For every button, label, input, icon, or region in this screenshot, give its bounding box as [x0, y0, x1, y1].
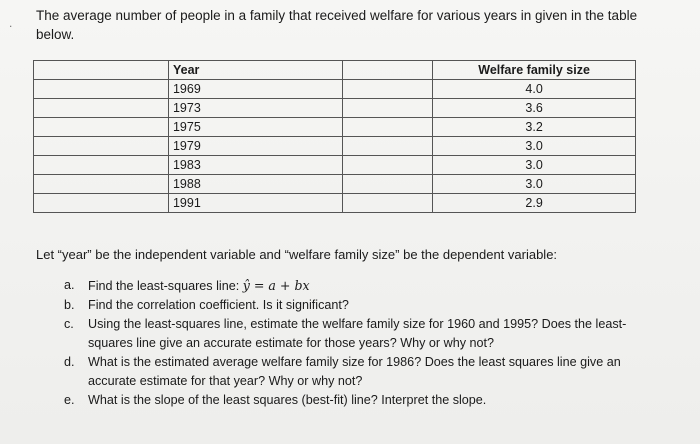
- header-year: Year: [168, 61, 342, 80]
- year-cell: 1983: [168, 156, 342, 175]
- question-prompt: Let “year” be the independent variable and “welfare family size” be the dependent variable:: [36, 247, 558, 262]
- table-cell-blank: [342, 61, 432, 80]
- year-cell: 1988: [168, 175, 342, 194]
- year-cell: 1979: [168, 137, 342, 156]
- year-cell: 1975: [168, 118, 342, 137]
- list-item-a: [60, 276, 640, 296]
- table-cell-blank: [342, 118, 432, 137]
- item-text: Find the least-squares line:: [88, 279, 243, 293]
- list-item-b: [60, 296, 640, 315]
- intro-text: The average number of people in a family that received welfare for various years in given in the table below.: [36, 8, 638, 42]
- size-cell: 3.0: [433, 156, 636, 175]
- table-cell-blank: [342, 175, 432, 194]
- item-marker: a.: [64, 278, 75, 292]
- welfare-table: [33, 60, 636, 213]
- item-text: Find the correlation coefficient. Is it significant?: [88, 298, 349, 312]
- size-cell: 3.0: [433, 137, 636, 156]
- list-item-c: [60, 315, 640, 353]
- list-item-e: [60, 391, 640, 410]
- item-marker: d.: [64, 355, 75, 369]
- stray-dot: .: [9, 16, 13, 30]
- table-cell-blank: [342, 137, 432, 156]
- table-cell-blank: [34, 99, 169, 118]
- size-cell: 2.9: [433, 194, 636, 213]
- item-text: What is the estimated average welfare family size for 1986? Does the least squares line give an accurate estimate for that year? Why or why not?: [88, 355, 621, 388]
- table-cell-blank: [34, 61, 169, 80]
- year-cell: 1969: [168, 80, 342, 99]
- table-cell-blank: [342, 194, 432, 213]
- table-row: [34, 137, 636, 156]
- table-row: [34, 99, 636, 118]
- item-marker: c.: [64, 317, 74, 331]
- list-item-d: [60, 353, 640, 391]
- size-cell: 3.2: [433, 118, 636, 137]
- table-cell-blank: [34, 156, 169, 175]
- item-marker: e.: [64, 393, 75, 407]
- item-text: What is the slope of the least squares (best-fit) line? Interpret the slope.: [88, 393, 487, 407]
- table-row: [34, 156, 636, 175]
- year-cell: 1973: [168, 99, 342, 118]
- table-row: [34, 194, 636, 213]
- size-cell: 4.0: [433, 80, 636, 99]
- item-text: Using the least-squares line, estimate the welfare family size for 1960 and 1995? Does the least-squares line give an accurate estimate for those years? Why or why not?: [88, 317, 627, 350]
- size-cell: 3.6: [433, 99, 636, 118]
- regression-formula: ŷ = a + bx: [242, 278, 310, 293]
- item-marker: b.: [64, 298, 75, 312]
- table-cell-blank: [342, 80, 432, 99]
- size-cell: 3.0: [433, 175, 636, 194]
- table-cell-blank: [34, 80, 169, 99]
- table-cell-blank: [34, 118, 169, 137]
- year-cell: 1991: [168, 194, 342, 213]
- table-cell-blank: [34, 137, 169, 156]
- table-row: [34, 80, 636, 99]
- table-row: [34, 175, 636, 194]
- table-cell-blank: [342, 156, 432, 175]
- header-welfare-size: Welfare family size: [433, 61, 636, 80]
- table-header-row: [34, 61, 636, 80]
- table-cell-blank: [34, 194, 169, 213]
- question-list: [60, 276, 640, 410]
- table-row: [34, 118, 636, 137]
- table-cell-blank: [342, 99, 432, 118]
- table-cell-blank: [34, 175, 169, 194]
